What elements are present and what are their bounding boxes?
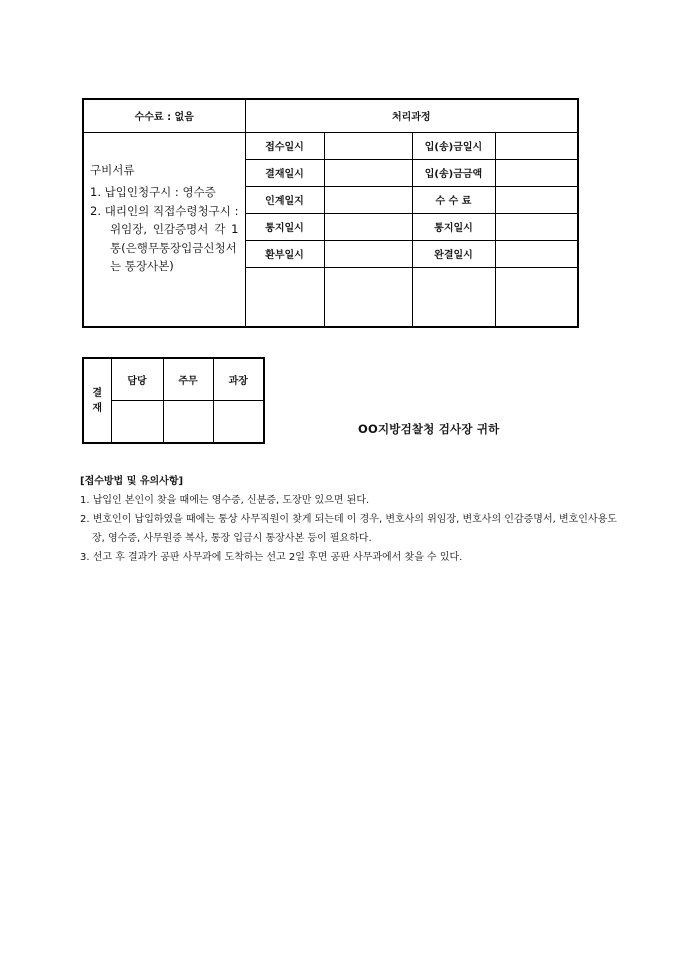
process-label: 환부일시	[245, 240, 324, 267]
process-label: 결재일시	[245, 159, 324, 186]
notes-title: [접수방법 및 유의사항]	[80, 476, 184, 487]
process-value-cell	[495, 186, 578, 213]
process-label: 입(송)금일시	[412, 132, 495, 159]
required-document-item: 2. 대리인의 직접수령청구시 : 위임장, 인감증명서 각 1통(은행무통장입금신청서는 통장사본)	[90, 203, 239, 273]
approval-signature-cell	[213, 400, 264, 443]
receipt-processing-table	[82, 98, 579, 328]
process-label: 접수일시	[245, 132, 324, 159]
approval-column-header: 담당	[111, 358, 163, 400]
process-value-cell	[495, 240, 578, 267]
process-empty-cell	[245, 267, 324, 327]
process-header: 처리과정	[245, 99, 578, 132]
required-documents	[83, 132, 245, 327]
process-label: 인계일지	[245, 186, 324, 213]
process-value-cell	[495, 132, 578, 159]
process-value-cell	[324, 186, 412, 213]
required-document-item: 1. 납입인청구시 : 영수증	[90, 185, 216, 199]
approval-label: 결재	[83, 358, 111, 443]
approval-table	[82, 357, 265, 444]
process-value-cell	[324, 132, 412, 159]
process-label: 완결일시	[412, 240, 495, 267]
addressee: OO지방검찰청 검사장 귀하	[358, 422, 500, 436]
process-value-cell	[324, 159, 412, 186]
process-label: 입(송)금금액	[412, 159, 495, 186]
process-value-cell	[495, 213, 578, 240]
process-label: 통지일시	[245, 213, 324, 240]
process-empty-cell	[412, 267, 495, 327]
notes-section	[80, 472, 620, 567]
approval-column-header: 주무	[163, 358, 213, 400]
note-item: 1. 납입인 본인이 찾을 때에는 영수증, 신분증, 도장만 있으면 된다.	[80, 495, 370, 506]
fee-header: 수수료 : 없음	[83, 99, 245, 132]
process-empty-cell	[324, 267, 412, 327]
process-value-cell	[324, 213, 412, 240]
process-label: 통지일시	[412, 213, 495, 240]
process-value-cell	[324, 240, 412, 267]
note-item: 3. 선고 후 결과가 공판 사무과에 도착하는 선고 2일 후면 공판 사무과에서 찾을 수 있다.	[80, 552, 463, 563]
note-item: 2. 변호인이 납입하였을 때에는 통상 사무직원이 찾게 되는데 이 경우, 변호사의 위임장, 변호사의 인감증명서, 변호인사용도장, 영수증, 사무원증 복사, 통장 입금시 통장사본 등이 필요하다.	[80, 514, 617, 544]
required-documents-title: 구비서류	[90, 162, 135, 177]
process-label: 수 수 료	[412, 186, 495, 213]
process-empty-cell	[495, 267, 578, 327]
approval-signature-cell	[111, 400, 163, 443]
approval-signature-cell	[163, 400, 213, 443]
approval-column-header: 과장	[213, 358, 264, 400]
process-value-cell	[495, 159, 578, 186]
